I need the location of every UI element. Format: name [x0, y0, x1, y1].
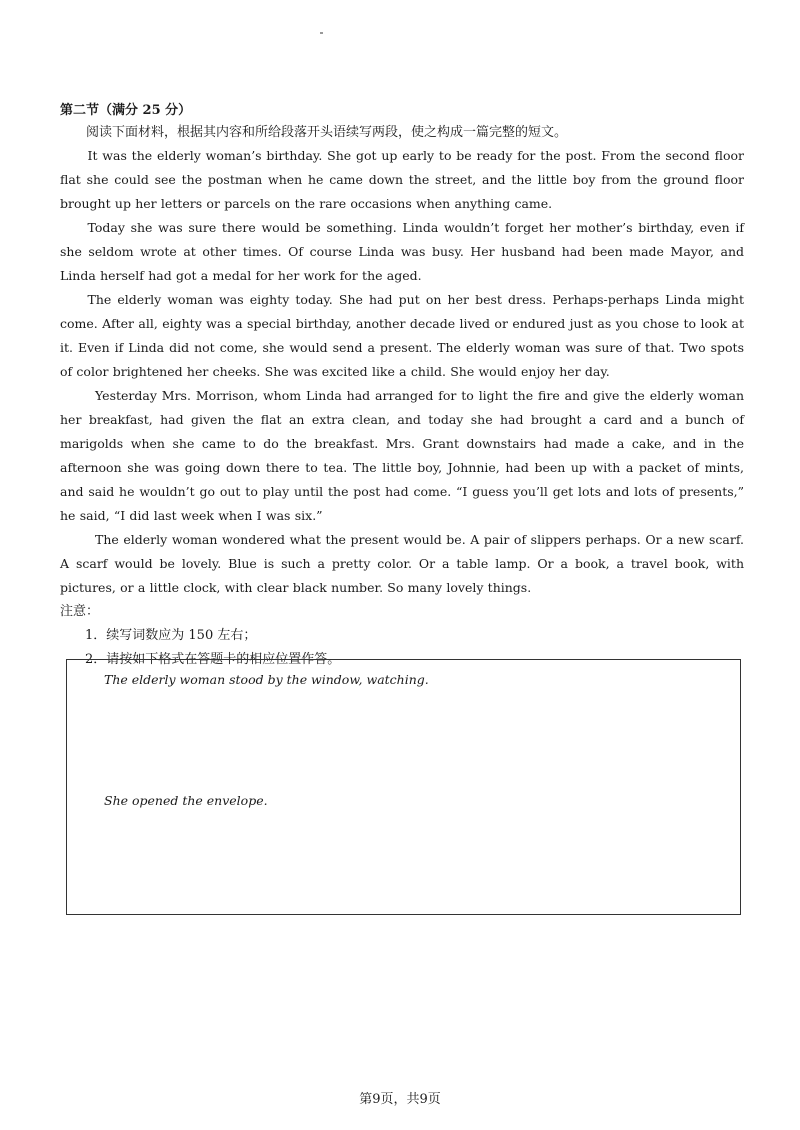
page-number-footer: 第9页，共9页: [359, 1092, 441, 1107]
section-title: 第二节（满分 25 分）: [60, 103, 192, 118]
passage-paragraph-1: It was the elderly woman’s birthday. She got up early to be ready for the post. From the second floor flat she could see the postman when he came down the street, and the little boy from the ground floor brought up her letters or parcels on the rare occasions when anything came.: [60, 148, 744, 211]
paragraph-1-opening: The elderly woman stood by the window, watching.: [104, 672, 429, 687]
passage-paragraph-3: The elderly woman was eighty today. She had put on her best dress. Perhaps-perhaps Linda might come. After all, eighty was a special birthday, another decade lived or endured just as you chose to look at it. Even if Linda did not come, she would send a present. The elderly woman was sure of that. Two spots of color brightened her cheeks. She was excited like a child. She would enjoy her day.: [60, 292, 744, 379]
question-content: [60, 100, 744, 672]
passage-paragraph-2: Today she was sure there would be something. Linda wouldn’t forget her mother’s birthday, even if she seldom wrote at other times. Of course Linda was busy. Her husband had been made Mayor, and Linda herself had got a medal for her work for the aged.: [60, 220, 744, 283]
section-instruction: 阅读下面材料，根据其内容和所给段落开头语续写两段，使之构成一篇完整的短文。: [86, 125, 568, 140]
passage-paragraph-5: The elderly woman wondered what the present would be. A pair of slippers perhaps. Or a new scarf. A scarf would be lovely. Blue is such a pretty color. Or a table lamp. Or a book, a travel book, with pictures, or a little clock, with clear black number. So many lovely things.: [60, 532, 744, 595]
answer-format-box: [66, 659, 741, 915]
paragraph-2-opening: She opened the envelope.: [104, 793, 268, 808]
note-item-2: 2．请按如下格式在答题卡的相应位置作答。: [85, 652, 341, 667]
note-item-1: 1．续写词数应为 150 左右；: [85, 628, 257, 643]
notes-title: 注意：: [60, 604, 100, 619]
scan-speck: [320, 32, 323, 34]
passage-paragraph-4: Yesterday Mrs. Morrison, whom Linda had arranged for to light the fire and give the elderly woman her breakfast, had given the flat an extra clean, and today she had brought a card and a bunch of marigolds when she came to do the breakfast. Mrs. Grant downstairs had made a cake, and in the afternoon she was going down there to tea. The little boy, Johnnie, had been up with a packet of mints, and said he wouldn’t go out to play until the post had come. “I guess you’ll get lots and lots of presents,” he said, “I did last week when I was six.”: [60, 388, 744, 523]
